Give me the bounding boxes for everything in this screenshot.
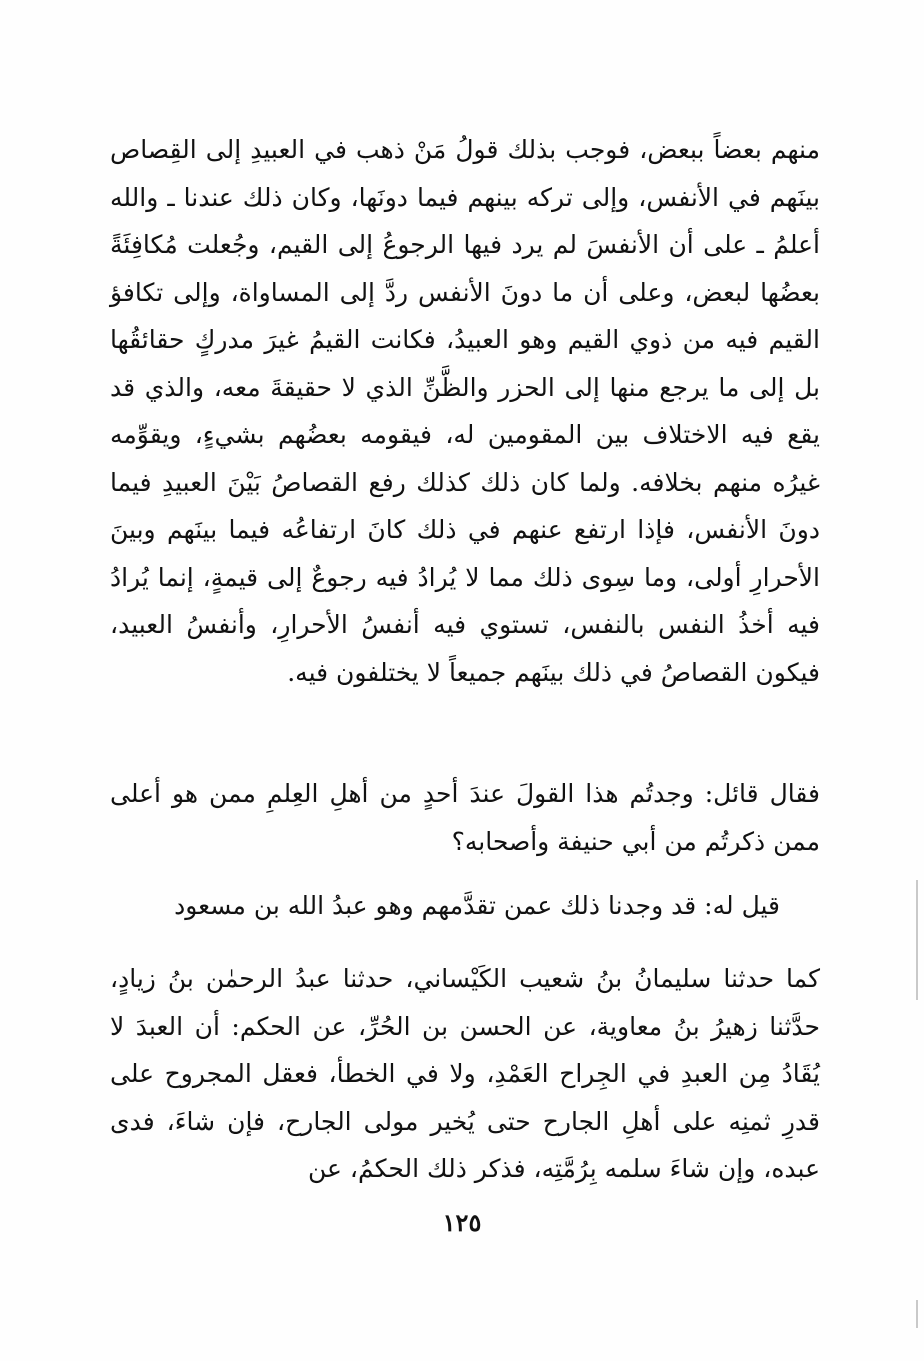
scan-edge-mark	[916, 1300, 918, 1328]
paragraph-3: قيل له: قد وجدنا ذلك عمن تقدَّمهم وهو عبدُ الله بن مسعود	[174, 891, 780, 920]
page-number: ١٢٥	[442, 1208, 482, 1237]
paragraph-1: منهم بعضاً ببعض، فوجب بذلك قولُ مَنْ ذهب في العبيدِ إلى القِصاص بينَهم في الأنفس، وإلى تركه بينهم فيما دونَها، وكان ذلك عندنا ـ والله أعلمُ ـ على أن الأنفسَ لم يرد فيها الرجوعُ إلى القيم، وجُعلت مُكافِئَةً بعضُها لبعض، وعلى أن ما دونَ الأنفس ردَّ إلى المساواة، وإلى تكافؤ القيم فيه من ذوي القيم وهو العبيدُ، فكانت القيمُ غيرَ مدركٍ حقائقُها بل إلى ما يرجع منها إلى الحزر والظَّنِّ الذي لا حقيقةَ معه، والذي قد يقع فيه الاختلاف بين المقومين له، فيقومه بعضُهم بشيءٍ، ويقوِّمه غيرُه منهم بخلافه. ولما كان ذلك كذلك رفع القصاصُ بَيْنَ العبيدِ فيما دونَ الأنفس، فإذا ارتفع عنهم في ذلك كانَ ارتفاعُه فيما بينَهم وبينَ الأحرارِ أولى، وما سِوى ذلك مما لا يُرادُ فيه رجوعٌ إلى قيمةٍ، إنما يُرادُ فيه أخذُ النفس بالنفس، تستوي فيه أنفسُ الأحرارِ، وأنفسُ العبيد، فيكون القصاصُ في ذلك بينَهم جميعاً لا يختلفون فيه.	[110, 135, 820, 687]
paragraph-4: كما حدثنا سليمانُ بنُ شعيب الكَيْساني، حدثنا عبدُ الرحمٰن بنُ زيادٍ، حدَّثنا زهيرُ بنُ معاوية، عن الحسن بن الحُرِّ، عن الحكم: أن العبدَ لا يُقَادُ مِن العبدِ في الجِراح العَمْدِ، ولا في الخطأ، فعقل المجروح على قدرِ ثمنِه على أهلِ الجارح حتى يُخير مولى الجارح، فإن شاءَ، فدى عبده، وإن شاءَ سلمه بِرُمَّتِه، فذكر ذلك الحكمُ، عن	[110, 964, 820, 1183]
paragraph-2: فقال قائل: وجدتُم هذا القولَ عندَ أحدٍ من أهلِ العِلمِ ممن هو أعلى ممن ذكرتُم من أبي حنيفة وأصحابه؟	[110, 779, 820, 856]
scan-edge-mark	[916, 880, 918, 1000]
